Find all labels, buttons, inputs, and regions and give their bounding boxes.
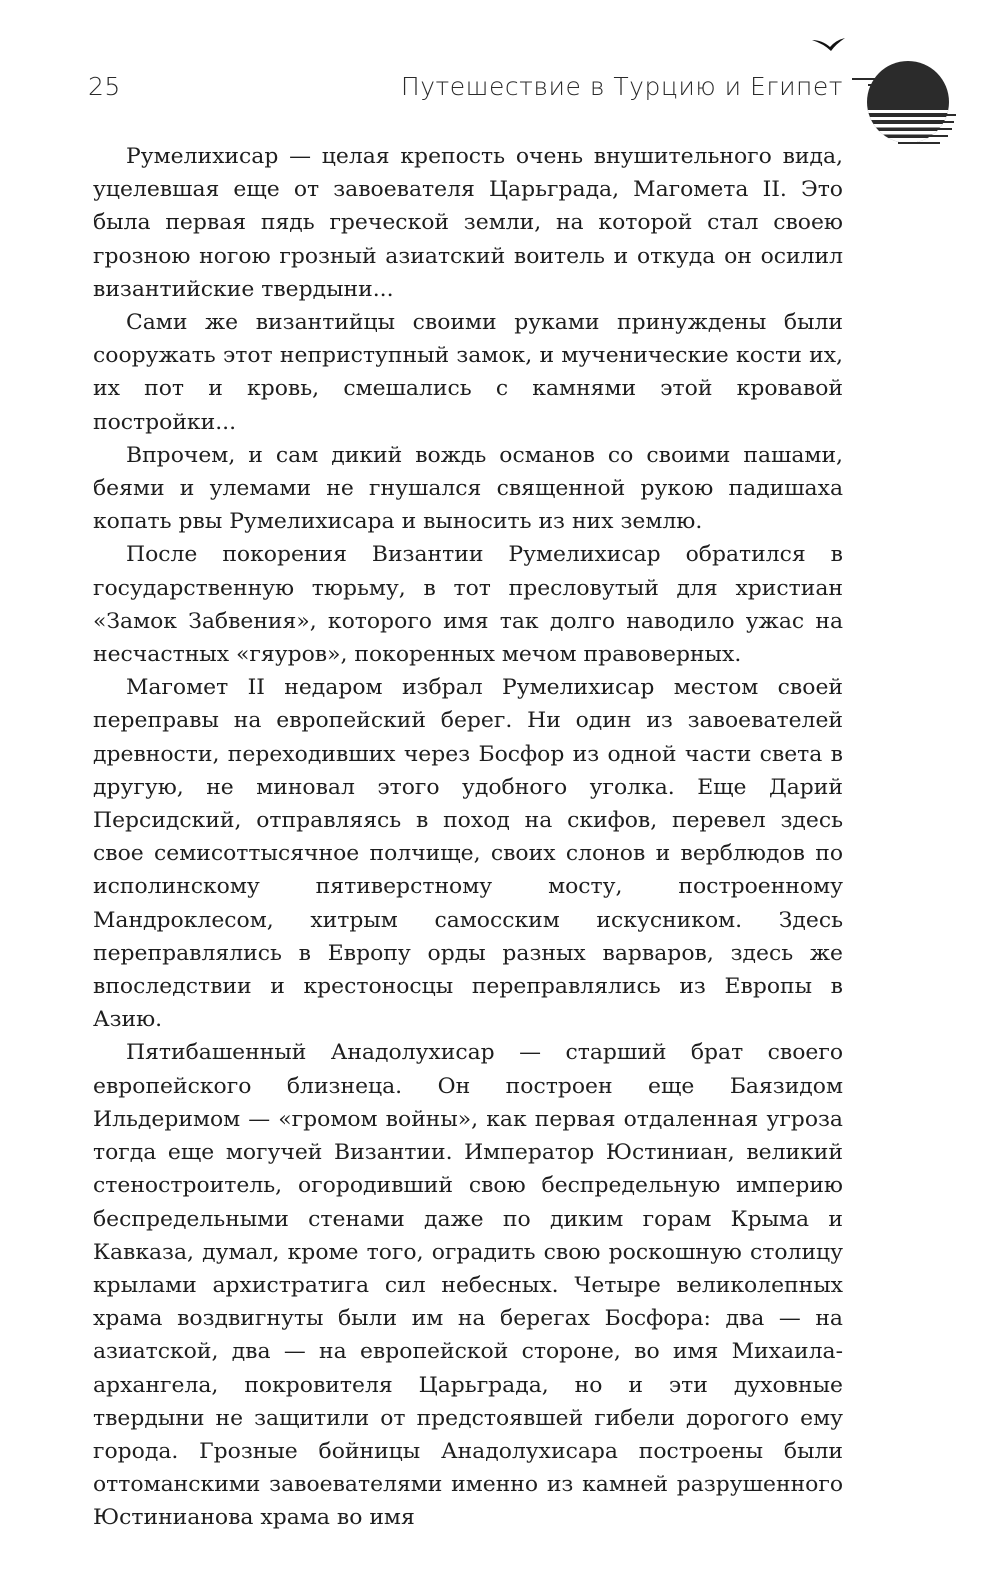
body-text <box>93 140 843 1535</box>
paragraph-anadoluhisar: Пятибашенный Анадолухисар — старший брат своего европейского близнеца. Он построен еще Баязидом Ильдеримом — «громом войны», как первая отдаленная угроза тогда еще могучей Византии. Император Юстиниан, великий стеностроитель, огородивший свою беспредельную империю беспредельными стенами даже по диким горам Крыма и Кавказа, думал, кроме того, оградить свою роскошную столицу крылами архистратига сил небесных. Четыре великолепных храма воздвигнуты были им на берегах Босфора: два — на азиатской, два — на европейской стороне, во имя Михаила-архангела, покровителя Царьграда, но и эти духовные твердыни не защитили от предстоявшей гибели дорогого ему города. Грозные бойницы Анадолухисара построены были оттоманскими завоевателями именно из камней разрушенного Юстинианова храма во имя <box>93 1040 843 1531</box>
paragraph-ottoman-leader: Впрочем, и сам дикий вождь османов со своими пашами, беями и улемами не гнушался священной рукою падишаха копать рвы Румелихисара и выносить из них землю. <box>93 442 843 535</box>
paragraph-byzantines-built: Сами же византийцы своими руками принуждены были сооружать этот неприступный замок, и мученические кости их, их пот и кровь, смешались с камнями этой кровавой постройки... <box>93 310 843 435</box>
page-number: 25 <box>88 72 121 101</box>
paragraph-state-prison: После покорения Византии Румелихисар обратился в государственную тюрьму, в тот пресловутый для христиан «Замок Забвения», которого имя так долго наводило ужас на несчастных «гяуров», покоренных мечом правоверных. <box>93 542 843 668</box>
paragraph-rumelihisar-intro: Румелихисар — целая крепость очень внушительного вида, уцелевшая еще от завоевателя Царьграда, Магомета II. Это была первая пядь греческой земли, на которой стал своею грозною ногою грозный азиатский воитель и откуда он осилил византийские твердыни... <box>93 144 843 302</box>
page-header <box>88 72 843 112</box>
paragraph-crossing-point: Магомет II недаром избрал Румелихисар местом своей переправы на европейский берег. Ни один из завоевателей древности, переходивших через Босфор из одной части света в другую, не миновал этого удобного уголка. Еще Дарий Персидский, отправляясь в поход на скифов, перевел здесь свое семисоттысячное полчище, своих слонов и верблюдов по исполинскому пятиверстному мосту, построенному Мандроклесом, хитрым самосским искусником. Здесь переправлялись в Европу орды разных варваров, здесь же впоследствии и крестоносцы переправлялись из Европы в Азию. <box>93 675 843 1033</box>
running-title: Путешествие в Турцию и Египет <box>400 72 843 101</box>
bird-over-setting-sun-icon <box>800 28 960 158</box>
